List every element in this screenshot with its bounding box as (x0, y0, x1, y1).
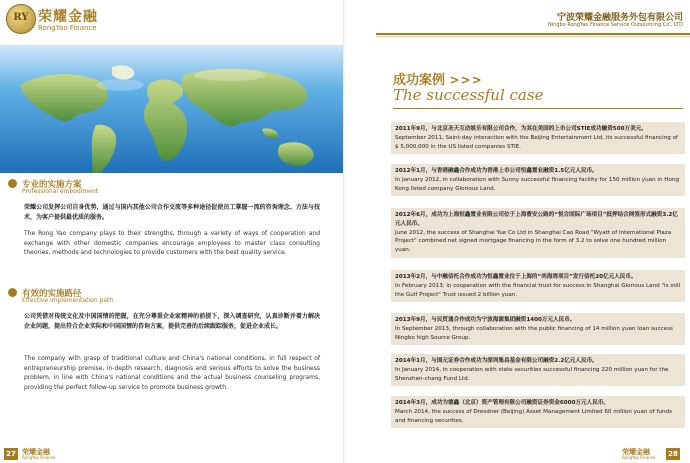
company-name-en: Ningbo RongYao Finance Service Outsourcing Co., LTD (548, 22, 683, 28)
case-text-cn: 2011年9月，与北京圣天互动娱乐有限公司合作，为其在美国的上市公司STIE成功融资500万美元。 (395, 126, 647, 132)
section-body-cn: 荣耀公司发挥公司自身优势，通过与国内其他公司合作交流等多种途径促使员工掌握一流的咨询理念、方法与技术，为客户提供最优质的服务。 (24, 204, 320, 221)
header-rule (376, 33, 690, 35)
section-title-cn: 专业的实施方案 (22, 180, 82, 190)
case-title-en: The successful case (393, 86, 544, 104)
case-text-en: September 2011, Saint-day interaction with the Beijing Entertainment Ltd, its successful financing of $ 5,000,000 in the US listed companies STIE. (395, 134, 678, 150)
case-text-cn: 2014年3月，成功为德鑫（北京）资产管理有限公司融资证券资金6000万元人民币。 (395, 400, 610, 406)
right-page (346, 0, 690, 463)
case-text-cn: 2012年1月，与香港融鑫合作成功为香港上市公司恒鑫置业融资1.5亿元人民币。 (395, 168, 598, 174)
page-number: 28 (666, 448, 680, 460)
case-text-cn: 2012年6月，成功为上海恒鑫置业有限公司位于上海曹安公路的“悦合国际广场项目”抵押结合网签形式融资3.2亿元人民币。 (395, 212, 678, 227)
case-item (391, 122, 685, 154)
section-title-en: Professional embodiment (22, 188, 99, 195)
left-page (0, 0, 344, 463)
page-number: 27 (4, 448, 18, 460)
bullet-circle-icon (8, 179, 17, 188)
case-item (391, 270, 685, 302)
case-title-underline (393, 108, 683, 109)
case-text-en: In February 2013, in cooperation with the financial trust for success in Shanghai Glorious Land "is still the Gulf Project" Trust issued 2 billion yuan. (395, 282, 681, 298)
case-item (391, 396, 685, 428)
section-body-en: The company with grasp of traditional culture and China's national conditions, in full respect of entrepreneurship premise, in-depth research, diagnosis and serious efforts to solve the business problem, in line with China's national conditions and the actual business counseling programs, providing the perfect follow-up service to promote business growth. (24, 355, 320, 391)
case-text-en: In September 2013, through collaboration with the public financing of 14 million yuan loan success Ningbo high Source Group. (395, 325, 673, 341)
section-body-cn: 公司凭借对传统文化及中国国情的把握，在充分尊重企业家精神的前提下，深入调查研究，认真诊断并着力解决企业问题，提出符合企业实际和中国国情的咨询方案，提供完善的后续跟踪服务，促进企业成长。 (24, 313, 320, 330)
case-text-en: June 2012, the success of Shanghai Yue Co Ltd in Shanghai Cao Road "Wyatt of International Plaza Project" combined net signed mortgage financing in the form of 3.2 to solve one hundred million yuan. (395, 229, 672, 254)
chevrons-icon: >>> (449, 73, 483, 87)
logo-emblem-icon: RY (6, 4, 36, 34)
section-title-en: Effective implementation path (22, 297, 114, 304)
footer-brand-en: RongYao Finance (22, 455, 56, 460)
section-body-en: The Rong Yao company plays to their strengths, through a variety of ways of cooperation and exchange with other domestic companies encourage employees to master class consulting theories, methods and technologies to provide customers with the best quality service. (24, 230, 320, 256)
company-name-cn: 宁波荣耀金融服务外包有限公司 (556, 13, 683, 23)
logo-english-name: RongYao Finance (38, 24, 97, 32)
world-map-image (0, 45, 344, 173)
case-item (391, 313, 685, 345)
logo-chinese-name: 荣耀金融 (38, 9, 98, 25)
case-text-en: March 2014, the success of Dresdner (Beijing) Asset Management Limited 60 million yuan of funds and financing securities. (395, 408, 672, 424)
case-text-cn: 2013年9月，与民贸通合作成功为宁波海源集团融资1400万元人民币。 (395, 317, 576, 323)
case-item (391, 208, 685, 258)
case-item (391, 354, 685, 386)
footer-brand-cn: 荣耀金融 (22, 448, 50, 456)
header-rule-thin (376, 36, 690, 37)
section-title-cn: 有效的实施路径 (22, 289, 82, 299)
case-title-cn: 成功案例 (393, 73, 446, 88)
brand-logo (6, 4, 136, 36)
case-text-cn: 2014年1月，与国元证券合作成功为深圳集昌基金有限公司融资2.2亿元人民币。 (395, 358, 598, 364)
case-text-en: In January 2014, in cooperation with state securities successful financing 220 million yuan for the Shenzhen-chang Fund Ltd. (395, 366, 669, 382)
footer-brand-en: RongYao Finance (622, 455, 656, 460)
footer-brand-cn: 荣耀金融 (622, 448, 650, 456)
case-text-cn: 2013年2月，与中融信托合作成功为恒鑫置业位于上海的“尚海湾项目”发行信托20亿元人民币。 (395, 274, 637, 280)
case-text-en: In January 2012, in collaboration with Sunny successful financing facility for 150 million yuan in Hong Kong listed company Glorious Land. (395, 176, 680, 192)
case-item (391, 164, 685, 196)
bullet-circle-icon (8, 288, 17, 297)
